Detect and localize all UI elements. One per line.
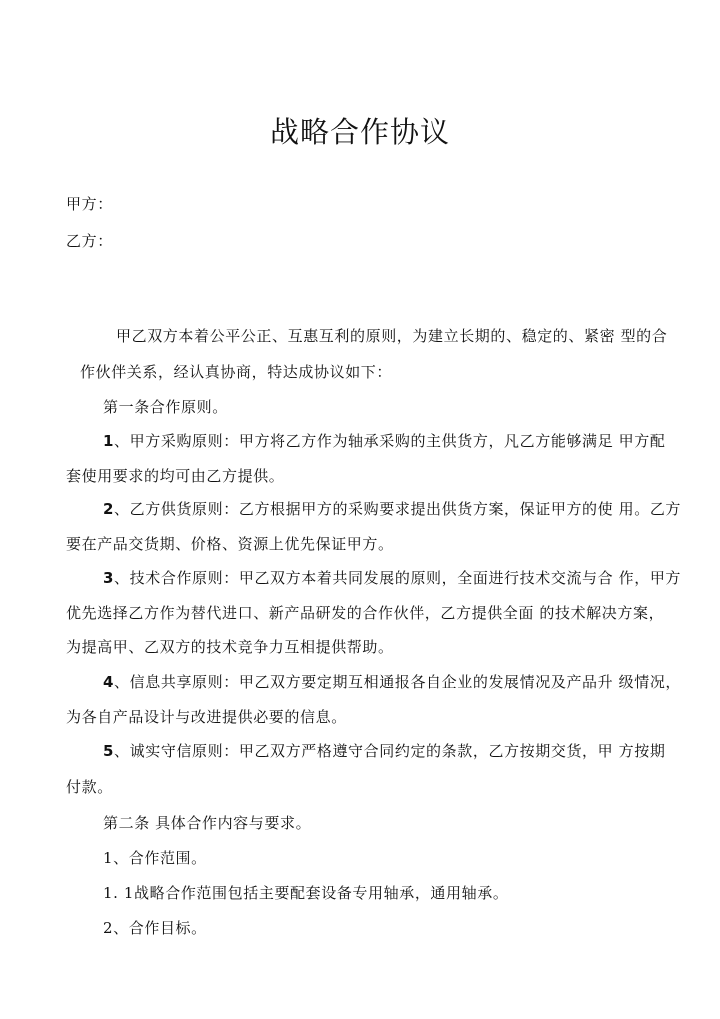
section-1-item-5-line (103, 741, 665, 761)
section-1-item-3-line: 为提高甲、乙双方的技术竞争力互相提供帮助。 (66, 638, 394, 656)
item-text: 、信息共享原则：甲乙双方要定期互相通报各自企业的发展情况及产品升 级情况， (114, 673, 682, 691)
item-number: 5 (103, 742, 115, 760)
document-title: 战略合作协议 (269, 115, 450, 149)
section-1-item-4-line (103, 672, 681, 692)
item-text: 、技术合作原则：甲乙双方本着共同发展的原则，全面进行技术交流与合 作，甲方 (114, 569, 682, 587)
item-number: 4 (103, 673, 115, 691)
section-1-item-4-line: 为各自产品设计与改进提供必要的信息。 (66, 708, 347, 726)
item-number: 2 (103, 500, 115, 518)
section-1-item-3-line: 优先选择乙方作为替代进口、新产品研发的合作伙伴，乙方提供全面 的技术解决方案， (66, 604, 665, 622)
intro-paragraph-line: 甲乙双方本着公平公正、互惠互利的原则，为建立长期的、稳定的、紧密 型的合 (116, 327, 668, 345)
item-number: 3 (103, 569, 115, 587)
item-text: 、乙方供货原则：乙方根据甲方的采购要求提出供货方案，保证甲方的使 用。乙方 (114, 500, 682, 518)
section-1-item-5-line: 付款。 (66, 778, 113, 796)
party-b-label: 乙方： (66, 232, 113, 250)
section-2-item-1-1: 1. 1战略合作范围包括主要配套设备专用轴承，通用轴承。 (103, 884, 509, 902)
item-text: 、诚实守信原则：甲乙双方严格遵守合同约定的条款，乙方按期交货，甲 方按期 (114, 742, 666, 760)
section-2-item-1: 1、合作范围。 (103, 849, 207, 867)
item-number: 1 (103, 432, 115, 450)
section-1-item-2-line: 要在产品交货期、价格、资源上优先保证甲方。 (66, 535, 394, 553)
section-1-item-1-line: 套使用要求的均可由乙方提供。 (66, 467, 285, 485)
intro-paragraph-line: 作伙伴关系，经认真协商，特达成协议如下： (80, 363, 393, 381)
section-1-heading: 第一条合作原则。 (103, 398, 228, 416)
section-1-item-2-line (103, 499, 681, 519)
section-2-heading: 第二条 具体合作内容与要求。 (103, 814, 312, 832)
item-text: 、甲方采购原则：甲方将乙方作为轴承采购的主供货方，凡乙方能够满足 甲方配 (114, 432, 666, 450)
section-1-item-1-line (103, 431, 665, 451)
section-1-item-3-line (103, 568, 681, 588)
section-2-item-2: 2、合作目标。 (103, 919, 207, 937)
party-a-label: 甲方： (66, 195, 113, 213)
